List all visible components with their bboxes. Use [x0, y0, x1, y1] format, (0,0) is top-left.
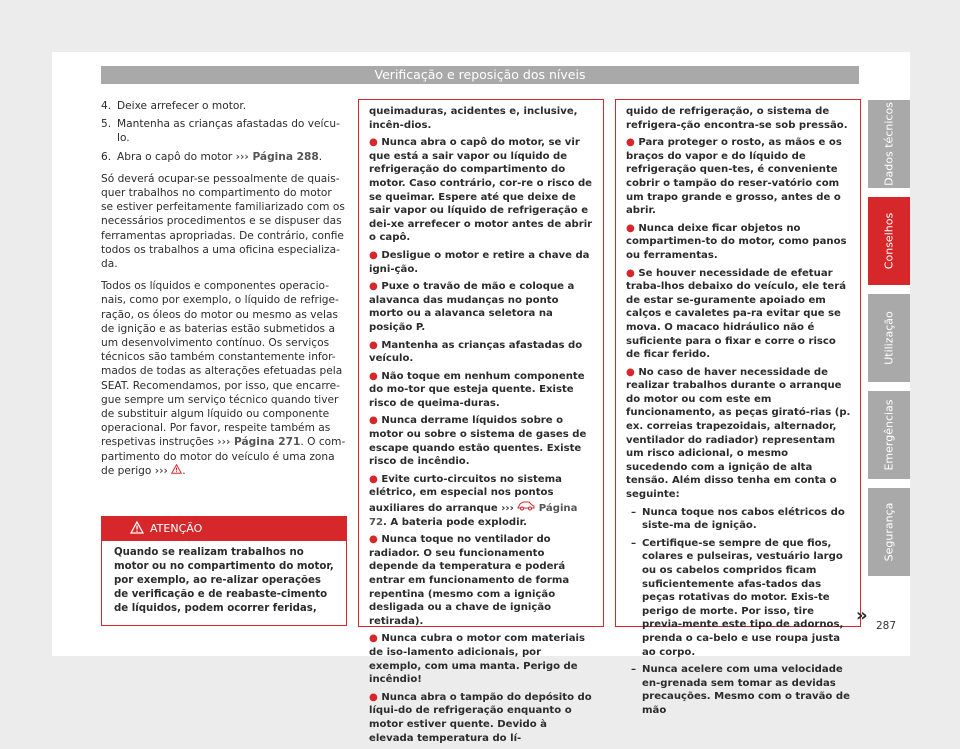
bullet-icon: ●: [369, 633, 378, 645]
warning-text: Quando se realizam trabalhos no motor ou no compartimento do motor, por exemplo, ao re-alizar operações de verificação e de reabaste-cimento de líquidos, podem ocorrer feridas,: [114, 547, 334, 614]
paragraph-fluids-text: Todos os líquidos e componentes operacio-nais, como por exemplo, o líquido de refrige-ração, os óleos do motor ou mesmo as velas de ignição e as baterias estão submetidos a um desenvolvimento contínuo. Os serviços técnicos são também constantemente infor-mados de todas as alterações efetuadas pela SEAT. Recomendamos, por isso, que encarre-gue sempre um serviço técnico quando tiver de substituir algum líquido ou componente operacional. Por favor, respeite também as respetivas instruções: [101, 280, 343, 449]
bullet-item: [369, 414, 595, 468]
bullet-icon: ●: [369, 281, 378, 293]
bullet-icon: ●: [369, 249, 378, 261]
section-header: Verificação e reposição dos níveis: [101, 66, 859, 84]
bullet-text: Mantenha as crianças afastadas do veículo.: [369, 339, 583, 365]
bullet-text: Nunca toque no ventilador do radiador. O seu funcionamento depende da temperatura e poderá entrar em funcionamento de forma repentina (mesmo com a ignição desligada ou a chave de ignição retirada).: [369, 534, 570, 627]
bullet-text: No caso de haver necessidade de realizar trabalhos durante o arranque do motor ou com este em funcionamento, as peças girató-rias (p. ex. correias trapezoidais, alternador, ventilador do radiador) representam um risco adicional, o mesmo sucedendo com a ignição de alta tensão. Além disso tenha em conta o seguinte:: [626, 366, 851, 501]
warning-continuation-box-2: [615, 99, 861, 716]
bullet-item: [369, 136, 595, 245]
dash-text: Nunca toque nos cabos elétricos do siste-ma de ignição.: [642, 506, 845, 532]
bullet-icon: ●: [626, 222, 635, 234]
bullet-icon: ●: [369, 691, 378, 703]
tab-dados-tecnicos[interactable]: [868, 100, 910, 188]
dash-icon: –: [631, 506, 637, 518]
tab-label: Dados técnicos: [882, 102, 896, 186]
bullet-item: [626, 136, 852, 218]
page-number: 287: [876, 620, 897, 632]
bullet-item: [369, 280, 595, 334]
bullet-text: Puxe o travão de mão e coloque a alavanca das mudanças no ponto morto ou a alavanca seletora na posição P.: [369, 281, 575, 333]
bullet-icon: ●: [369, 137, 378, 149]
continued-text: quido de refrigeração, o sistema de refrigera-ção encontra-se sob pressão.: [626, 106, 848, 131]
bullet-text: Nunca deixe ficar objetos no compartimen-to do motor, como panos ou ferramentas.: [626, 222, 847, 261]
page-reference-link[interactable]: Página 72: [369, 503, 578, 528]
dash-text: Certifique-se sempre de que fios, colares e pulseiras, vestuário largo ou os cabelos compridos ficam suficientemente afas-tados das peças rotativas do motor. Exis-te perigo de morte. Por isso, tire previa-mente este tipo de adornos, prenda o ca-belo e use roupa justa ao corpo.: [642, 537, 844, 658]
tab-emergencias[interactable]: [868, 391, 910, 479]
bullet-item: [369, 249, 595, 276]
tab-label: Utilização: [882, 311, 896, 365]
bullet-icon: ●: [626, 366, 635, 378]
dash-icon: –: [631, 664, 637, 676]
dash-icon: –: [631, 537, 637, 549]
column-1: [101, 99, 347, 486]
tab-seguranca[interactable]: [868, 488, 910, 576]
bullet-text: Se houver necessidade de efetuar traba-lhos debaixo do veículo, ele terá de estar se-guramente apoiado em calços e cavaletes pa-ra evitar que se mova. O macaco hidráulico não é suficiente para o fixar e corre o risco de ficar ferido.: [626, 267, 847, 361]
dash-text: Nunca acelere com uma velocidade en-grenada sem tomar as devidas precauções. Mesmo com o travão de mão: [642, 664, 850, 716]
bullet-icon: ●: [626, 267, 635, 279]
continued-text: queimaduras, acidentes e, inclusive, incên-dios.: [369, 106, 578, 131]
bullet-item: [626, 222, 852, 263]
bullet-item: [369, 632, 595, 686]
tab-label: Emergências: [882, 399, 896, 471]
dash-item: [626, 663, 852, 717]
bullet-text: Desligue o motor e retire a chave da igni-ção.: [369, 249, 590, 275]
step-number: 4.: [101, 100, 112, 112]
bullet-text: Evite curto-circuitos no sistema elétrico, em especial nos pontos auxiliares do arranque: [369, 473, 562, 515]
bullet-item: [369, 533, 595, 628]
step-number: 5.: [101, 118, 112, 131]
bullet-text: Nunca cubra o motor com materiais de iso-lamento adicionais, por exemplo, com uma manta. Perigo de incêndio!: [369, 633, 585, 686]
car-icon: [517, 500, 535, 511]
tab-label: Segurança: [882, 502, 896, 562]
step-5: [101, 117, 347, 145]
step-text: Deixe arrefecer o motor.: [117, 100, 247, 112]
dash-item: [626, 537, 852, 659]
bullet-icon: ●: [369, 415, 378, 427]
page-reference-arrows[interactable]: ›››: [501, 503, 514, 515]
step-punct: .: [318, 150, 323, 163]
bullet-item: [369, 339, 595, 366]
bullet-text: Nunca abra o tampão do depósito do líqui-do de refrigeração enquanto o motor estiver quente. Devido à elevada temperatura do lí-: [369, 691, 592, 744]
page-reference-link[interactable]: ››› Página 271: [217, 436, 301, 449]
continue-arrow-icon: »: [856, 605, 868, 626]
page-reference-link[interactable]: ››› Página 288: [235, 150, 319, 163]
bullet-icon: ●: [369, 473, 378, 485]
step-4: [101, 99, 347, 113]
paragraph-fluids: Todos os líquidos e componentes operacio-nais, como por exemplo, o líquido de refrige-ração, os óleos do motor ou mesmo as velas de ignição e as baterias estão submetidos a um desenvolvimento contínuo. Os serviços técnicos são também constantemente infor-mados de todas as alterações efetuadas pela SEAT. Recomendamos, por isso, que encarre-gue sempre um serviço técnico quando tiver de substituir algum líquido ou componente operacional. Por favor, respeite também as respetivas instruções ››› Página 271. O com-partimento do motor do veículo é uma zona de perigo ››› .: [101, 280, 346, 477]
bullet-icon: ●: [369, 339, 378, 351]
warning-box: [101, 516, 347, 626]
warning-reference-link[interactable]: ›››: [154, 464, 168, 477]
bullet-item: [626, 366, 852, 502]
dash-item: [626, 506, 852, 533]
step-number: 6.: [101, 150, 112, 163]
bullet-icon: ●: [626, 137, 635, 149]
bullet-text: Não toque em nenhum componente do mo-tor que esteja quente. Existe risco de queima-duras.: [369, 370, 585, 409]
step-text: Abra o capô do motor: [117, 150, 233, 163]
paragraph-expertise: Só deverá ocupar-se pessoalmente de quais-quer trabalhos no compartimento do motor se estiver perfeitamente familiarizado com os necessários procedimentos e se dispuser das ferramentas apropriadas. De contrário, confie todos os trabalhos a uma oficina especializa-da.: [101, 172, 345, 271]
bullet-item: [369, 691, 595, 745]
box-content: [369, 105, 595, 749]
warning-triangle-icon: [130, 521, 144, 534]
tab-utilizacao[interactable]: [868, 294, 910, 382]
tab-label: Conselhos: [882, 212, 896, 270]
bullet-icon: ●: [369, 370, 378, 382]
warning-triangle-icon: [171, 464, 182, 474]
box-content: [626, 105, 852, 722]
bullet-item: [626, 267, 852, 362]
bullet-item: [369, 473, 595, 529]
bullet-text: Para proteger o rosto, as mãos e os braços do vapor e do líquido de refrigeração quen-tes, é conveniente cobrir o tampão do reser-vatório com um trapo grande e grosso, antes de o abrir.: [626, 137, 842, 217]
tab-conselhos[interactable]: [868, 197, 910, 285]
paragraph-fluids-tail: . O com-partimento do motor do veículo é uma zona de perigo: [101, 436, 346, 477]
bullet-item: [369, 370, 595, 411]
bullet-icon: ●: [369, 534, 378, 546]
warning-continuation-box-1: [358, 99, 604, 744]
step-text: Mantenha as crianças afastadas do veícu-lo.: [117, 118, 340, 145]
bullet-text: Nunca derrame líquidos sobre o motor ou sobre o sistema de gases de escape quando estão quentes. Existe risco de incêndio.: [369, 415, 587, 468]
warning-title: ATENÇÃO: [150, 522, 203, 535]
bullet-tail: . A bateria pode explodir.: [383, 516, 527, 528]
step-6: [101, 150, 347, 164]
warning-header: [102, 517, 346, 541]
bullet-text: Nunca abra o capô do motor, se vir que está a sair vapor ou líquido de refrigeração do compartimento do motor. Caso contrário, cor-re o risco de se queimar. Espere até que deixe de sair vapor ou líquido de refrigeração e dei-xe arrefecer o motor antes de abrir o capô.: [369, 137, 593, 244]
